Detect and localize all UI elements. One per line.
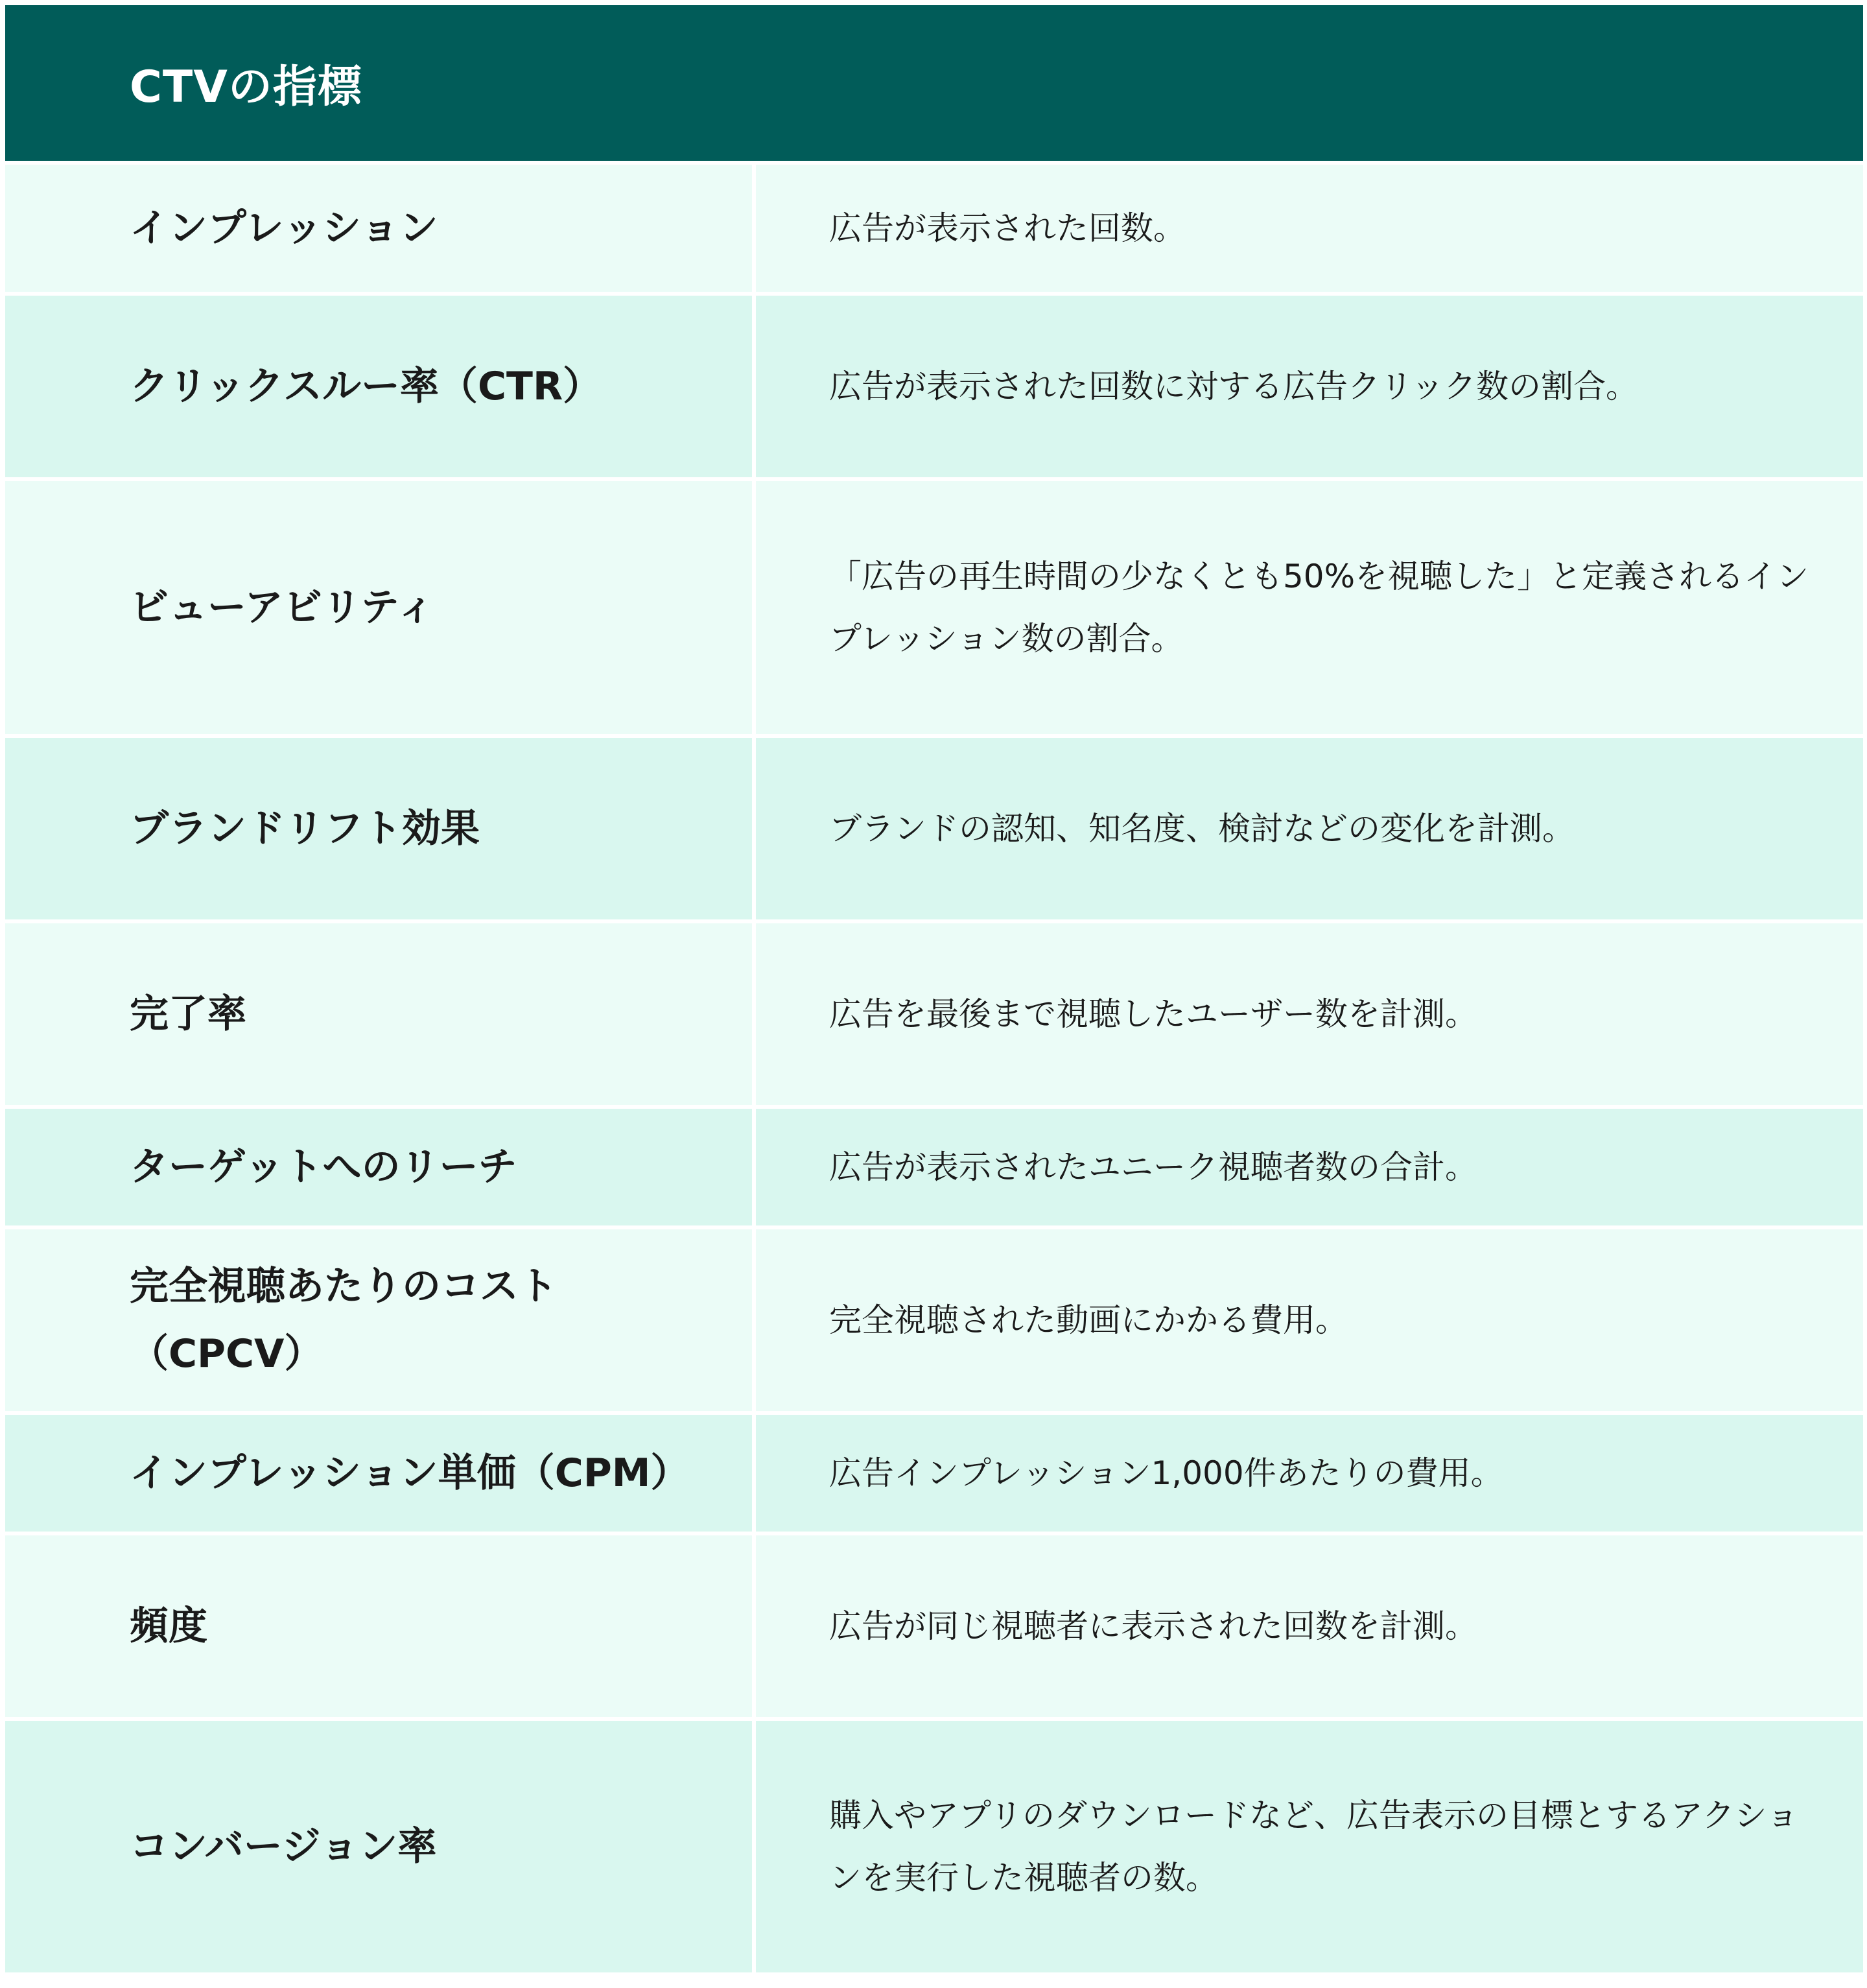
table-title: CTVの指標 <box>130 61 362 113</box>
metric-term-viewability: ビューアビリティ <box>5 481 752 734</box>
metric-term-completion-rate: 完了率 <box>5 923 752 1105</box>
metric-description-target-reach: 広告が表示されたユニーク視聴者数の合計。 <box>756 1109 1863 1225</box>
table-header <box>5 5 1863 161</box>
metric-term-cpm: インプレッション単価（CPM） <box>5 1415 752 1532</box>
metric-term-conversion-rate: コンバージョン率 <box>5 1721 752 1972</box>
metric-description-viewability: 「広告の再生時間の少なくとも50%を視聴した」と定義されるインプレッション数の割合。 <box>756 481 1863 734</box>
metric-description-ctr: 広告が表示された回数に対する広告クリック数の割合。 <box>756 296 1863 477</box>
ctv-metrics-table <box>5 5 1863 1983</box>
metric-description-brand-lift: ブランドの認知、知名度、検討などの変化を計測。 <box>756 738 1863 919</box>
metric-description-cpm: 広告インプレッション1,000件あたりの費用。 <box>756 1415 1863 1532</box>
metric-description-impressions: 広告が表示された回数。 <box>756 165 1863 292</box>
metric-description-frequency: 広告が同じ視聴者に表示された回数を計測。 <box>756 1535 1863 1717</box>
metric-description-completion-rate: 広告を最後まで視聴したユーザー数を計測。 <box>756 923 1863 1105</box>
metric-term-frequency: 頻度 <box>5 1535 752 1717</box>
metric-term-target-reach: ターゲットへのリーチ <box>5 1109 752 1225</box>
metric-description-conversion-rate: 購入やアプリのダウンロードなど、広告表示の目標とするアクションを実行した視聴者の数。 <box>756 1721 1863 1972</box>
metric-description-cpcv: 完全視聴された動画にかかる費用。 <box>756 1229 1863 1411</box>
metric-term-brand-lift: ブランドリフト効果 <box>5 738 752 919</box>
metric-term-ctr: クリックスルー率（CTR） <box>5 296 752 477</box>
metric-term-impressions: インプレッション <box>5 165 752 292</box>
metric-term-cpcv: 完全視聴あたりのコスト（CPCV） <box>5 1229 752 1411</box>
